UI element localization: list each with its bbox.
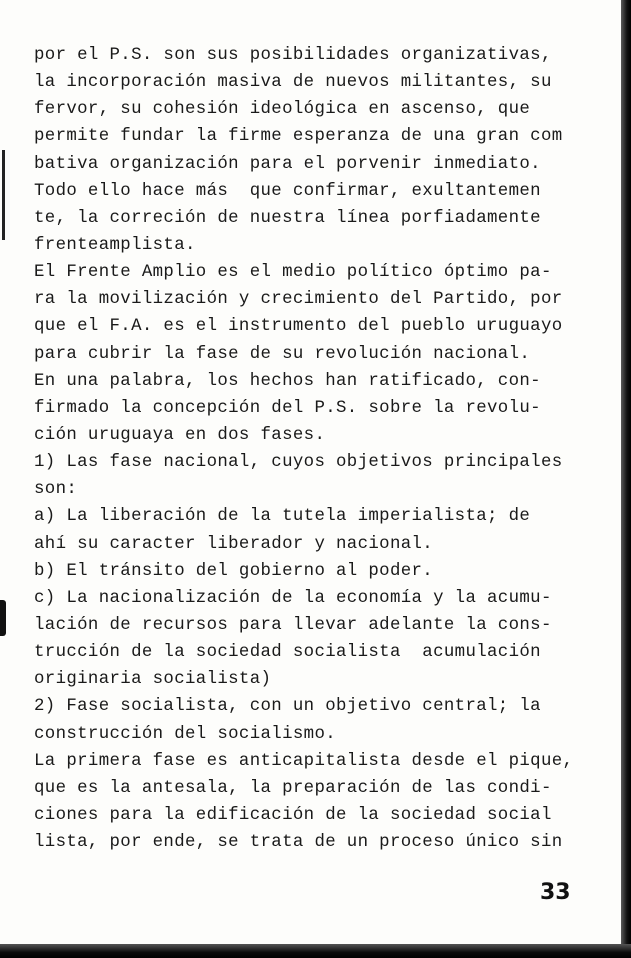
text-line: ahí su caracter liberador y nacional. bbox=[34, 534, 434, 554]
text-line: b) El tránsito del gobierno al poder. bbox=[34, 561, 434, 581]
text-line: bativa organización para el porvenir inmediato. bbox=[34, 154, 541, 174]
text-line: a) La liberación de la tutela imperialista; de bbox=[34, 507, 531, 527]
text-line: por el P.S. son sus posibilidades organizativas, bbox=[34, 46, 552, 65]
text-line: originaria socialista) bbox=[34, 670, 272, 690]
text-line: que el F.A. es el instrumento del pueblo uruguayo bbox=[34, 317, 563, 337]
margin-mark bbox=[2, 150, 5, 240]
text-line: son: bbox=[34, 480, 78, 500]
text-line: En una palabra, los hechos han ratificado, con- bbox=[34, 371, 541, 391]
text-line: El Frente Amplio es el medio político óptimo pa- bbox=[34, 263, 552, 283]
page-number: 33 bbox=[540, 880, 571, 905]
text-line: para cubrir la fase de su revolución nacional. bbox=[34, 344, 531, 364]
text-line: trucción de la sociedad socialista acumulación bbox=[34, 643, 541, 663]
text-line: La primera fase es anticapitalista desde el pique, bbox=[34, 751, 574, 771]
text-line: que es la antesala, la preparación de las condi- bbox=[34, 778, 552, 798]
text-line: lista, por ende, se trata de un proceso único sin bbox=[34, 833, 563, 853]
body-text bbox=[34, 42, 594, 856]
text-line: permite fundar la firme esperanza de una gran com bbox=[34, 127, 563, 147]
text-line: 1) Las fase nacional, cuyos objetivos principales bbox=[34, 453, 563, 473]
text-line: fervor, su cohesión ideológica en ascenso, que bbox=[34, 100, 531, 120]
page-edge-bottom bbox=[0, 944, 631, 958]
text-line: ra la movilización y crecimiento del Partido, por bbox=[34, 290, 563, 310]
text-line: firmado la concepción del P.S. sobre la revolu- bbox=[34, 398, 541, 418]
page-edge-right bbox=[621, 0, 631, 958]
text-line: construcción del socialismo. bbox=[34, 724, 337, 744]
text-line: la incorporación masiva de nuevos militantes, su bbox=[34, 73, 552, 93]
text-line: frenteamplista. bbox=[34, 235, 196, 255]
text-line: ción uruguaya en dos fases. bbox=[34, 425, 326, 445]
text-line: ciones para la edificación de la sociedad social bbox=[34, 805, 552, 825]
text-line: te, la correción de nuestra línea porfiadamente bbox=[34, 208, 541, 228]
text-line: c) La nacionalización de la economía y la acumu- bbox=[34, 588, 552, 608]
text-line: 2) Fase socialista, con un objetivo central; la bbox=[34, 697, 541, 717]
text-line: lación de recursos para llevar adelante la cons- bbox=[34, 615, 552, 635]
margin-mark bbox=[0, 600, 6, 636]
text-line: Todo ello hace más que confirmar, exultantemen bbox=[34, 181, 541, 201]
